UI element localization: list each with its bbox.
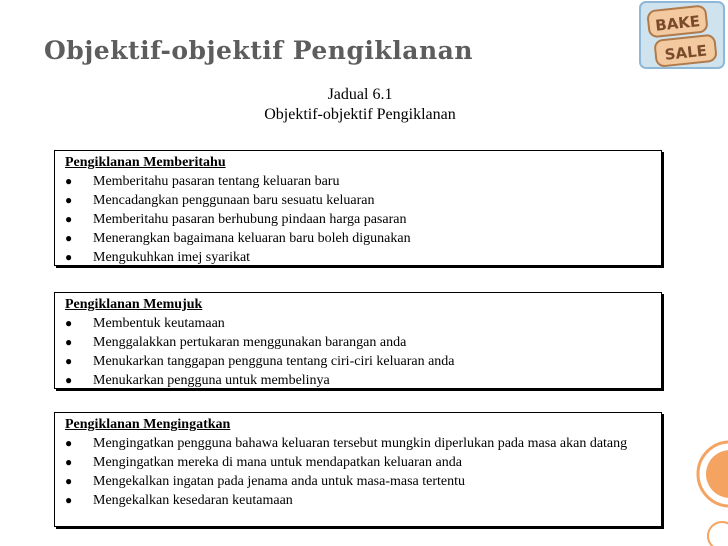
section-heading: Pengiklanan Memberitahu	[65, 155, 226, 170]
logo-line1: BAKE	[654, 12, 701, 35]
list-item: ● Mengekalkan ingatan pada jenama anda untuk masa-masa tertentu	[65, 474, 466, 489]
bullet-icon: ●	[65, 493, 73, 507]
list-item: ● Menggalakkan pertukaran menggunakan barangan anda	[65, 335, 407, 350]
table-caption-title: Objektif-objektif Pengiklanan	[264, 106, 456, 123]
list-item: ● Mengukuhkan imej syarikat	[65, 250, 251, 265]
section-box-memberitahu	[54, 150, 662, 266]
section-heading: Pengiklanan Memujuk	[65, 297, 203, 312]
list-item: ● Memberitahu pasaran tentang keluaran baru	[65, 174, 340, 189]
bake-sale-logo	[636, 0, 728, 74]
bullet-icon: ●	[65, 193, 73, 207]
list-item: ● Menerangkan bagaimana keluaran baru boleh digunakan	[65, 231, 411, 246]
bullet-icon: ●	[65, 436, 73, 450]
section-heading: Pengiklanan Mengingatkan	[65, 417, 231, 432]
list-item: ● Mengekalkan kesedaran keutamaan	[65, 493, 293, 508]
list-item: ● Mencadangkan penggunaan baru sesuatu keluaran	[65, 193, 375, 208]
slide-title: Objektif-objektif Pengiklanan	[44, 36, 474, 65]
list-item: ● Mengingatkan mereka di mana untuk mendapatkan keluaran anda	[65, 455, 462, 470]
bullet-icon: ●	[65, 474, 73, 488]
bullet-icon: ●	[65, 373, 73, 387]
section-box-memujuk	[54, 292, 662, 389]
bullet-icon: ●	[65, 335, 73, 349]
section-box-mengingatkan	[54, 412, 662, 527]
bullet-icon: ●	[65, 316, 73, 330]
list-item: ● Menukarkan tanggapan pengguna tentang ciri-ciri keluaran anda	[65, 354, 455, 369]
table-caption-number: Jadual 6.1	[327, 86, 393, 103]
decorative-circles	[692, 436, 728, 546]
logo-line2: SALE	[663, 41, 708, 64]
bullet-icon: ●	[65, 231, 73, 245]
bullet-icon: ●	[65, 212, 73, 226]
list-item: ● Mengingatkan pengguna bahawa keluaran tersebut mungkin diperlukan pada masa akan datang	[65, 436, 628, 451]
bullet-icon: ●	[65, 455, 73, 469]
list-item: ● Memberitahu pasaran berhubung pindaan harga pasaran	[65, 212, 407, 227]
list-item: ● Membentuk keutamaan	[65, 316, 225, 331]
bullet-icon: ●	[65, 174, 73, 188]
bullet-icon: ●	[65, 354, 73, 368]
list-item: ● Menukarkan pengguna untuk membelinya	[65, 373, 330, 388]
bullet-icon: ●	[65, 250, 73, 264]
